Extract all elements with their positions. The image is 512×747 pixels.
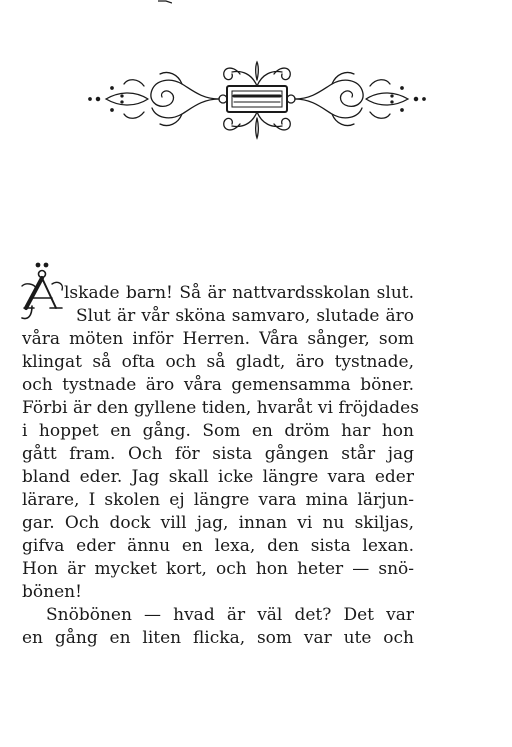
text-line: Hon är mycket kort, och hon heter — snö- <box>22 559 414 579</box>
text-line: Snöbönen — hvad är väl det? Det var <box>46 605 414 625</box>
text-line: bönen! <box>22 582 82 602</box>
text-line: gått fram. Och för sista gången står jag <box>22 444 414 464</box>
text-line: Förbi är den gyllene tiden, hvaråt vi fröjdades <box>22 398 419 418</box>
text-line: lärare, I skolen ej längre vara mina lärjun- <box>22 490 414 510</box>
text-line: och tystnade äro våra gemensamma böner. <box>22 375 414 395</box>
text-line: i hoppet en gång. Som en dröm har hon <box>22 421 414 441</box>
text-line: en gång en liten flicka, som var ute och <box>22 628 414 648</box>
text-line: lskade barn! Så är nattvardsskolan slut. <box>64 283 414 303</box>
text-line: klingat så ofta och så gladt, äro tystnade, <box>22 352 414 372</box>
text-line: gifva eder ännu en lexa, den sista lexan. <box>22 536 414 556</box>
text-line: bland eder. Jag skall icke längre vara eder <box>22 467 414 487</box>
text-line: gar. Och dock vill jag, innan vi nu skiljas, <box>22 513 414 533</box>
text-line: våra möten inför Herren. Våra sånger, som <box>22 329 414 349</box>
text-line: Slut är vår sköna samvaro, slutade äro <box>76 306 414 326</box>
